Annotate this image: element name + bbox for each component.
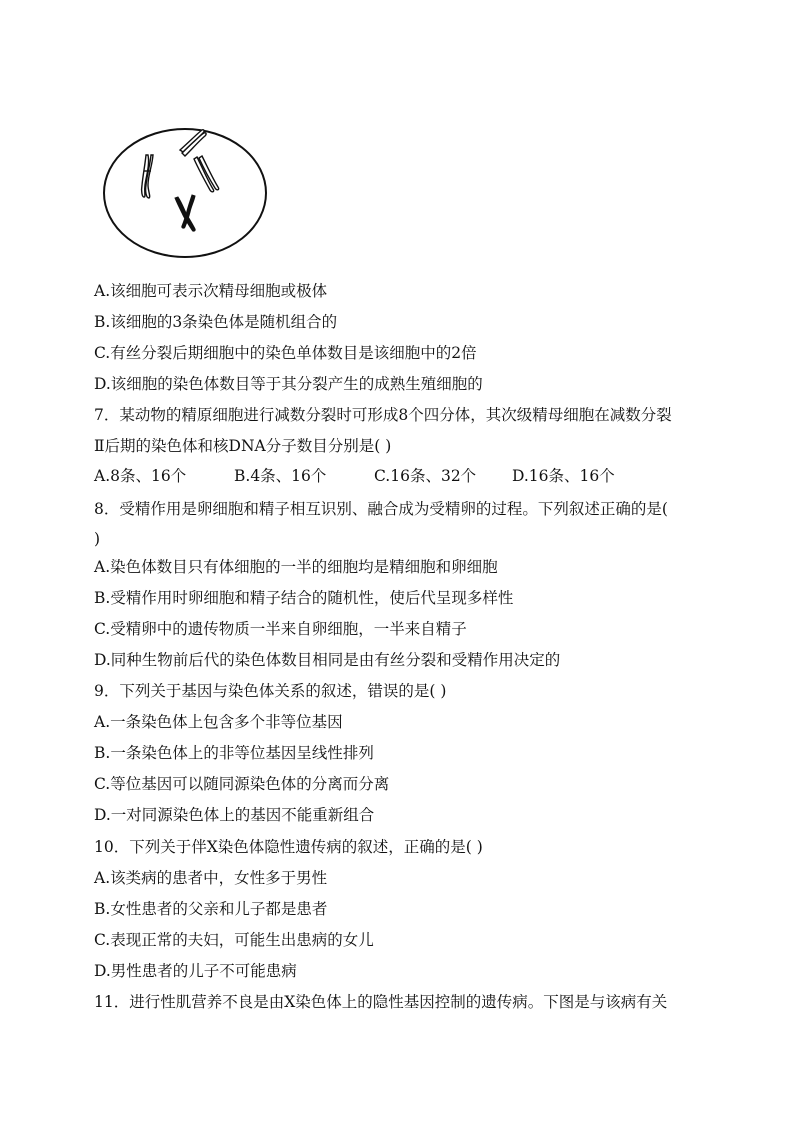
q11-stem: 11．进行性肌营养不良是由X染色体上的隐性基因控制的遗传病。下图是与该病有关: [94, 993, 668, 1011]
q7-option-b: B.4条、16个: [234, 467, 327, 485]
q6-option-c: C.有丝分裂后期细胞中的染色单体数目是该细胞中的2倍: [94, 344, 477, 362]
cell-diagram: [100, 125, 270, 261]
q7-option-c: C.16条、32个: [374, 467, 477, 485]
q10-option-d: D.男性患者的儿子不可能患病: [94, 962, 297, 980]
q6-option-d: D.该细胞的染色体数目等于其分裂产生的成熟生殖细胞的: [94, 375, 483, 393]
q10-option-b: B.女性患者的父亲和儿子都是患者: [94, 900, 328, 918]
q8-option-c: C.受精卵中的遗传物质一半来自卵细胞，一半来自精子: [94, 620, 467, 638]
q7-stem-line1: 7．某动物的精原细胞进行减数分裂时可形成8个四分体，其次级精母细胞在减数分裂: [94, 406, 672, 424]
q8-option-b: B.受精作用时卵细胞和精子结合的随机性，使后代呈现多样性: [94, 589, 514, 607]
q9-stem: 9．下列关于基因与染色体关系的叙述，错误的是( ): [94, 682, 447, 700]
chromosome-small: [142, 155, 153, 198]
q8-stem-line2: ): [94, 530, 101, 548]
q6-option-b: B.该细胞的3条染色体是随机组合的: [94, 313, 338, 331]
q10-option-c: C.表现正常的夫妇，可能生出患病的女儿: [94, 931, 374, 949]
q8-option-d: D.同种生物前后代的染色体数目相同是由有丝分裂和受精作用决定的: [94, 651, 561, 669]
q9-option-b: B.一条染色体上的非等位基因呈线性排列: [94, 744, 374, 762]
q10-option-a: A.该类病的患者中，女性多于男性: [94, 869, 328, 887]
q6-option-a: A.该细胞可表示次精母细胞或极体: [94, 282, 328, 300]
q7-stem-line2: Ⅱ后期的染色体和核DNA分子数目分别是( ): [94, 437, 392, 455]
q7-option-d: D.16条、16个: [512, 467, 615, 485]
q7-option-a: A.8条、16个: [94, 467, 187, 485]
q8-option-a: A.染色体数目只有体细胞的一半的细胞均是精细胞和卵细胞: [94, 558, 498, 576]
chromosome-large: [180, 130, 219, 192]
q9-option-a: A.一条染色体上包含多个非等位基因: [94, 713, 343, 731]
q8-stem-line1: 8．受精作用是卵细胞和精子相互识别、融合成为受精卵的过程。下列叙述正确的是(: [94, 500, 668, 518]
q9-option-c: C.等位基因可以随同源染色体的分离而分离: [94, 775, 390, 793]
chromosome-dark: [175, 195, 195, 231]
q9-option-d: D.一对同源染色体上的基因不能重新组合: [94, 806, 375, 824]
q10-stem: 10．下列关于伴X染色体隐性遗传病的叙述，正确的是( ): [94, 838, 483, 856]
q7-options: [94, 466, 615, 486]
